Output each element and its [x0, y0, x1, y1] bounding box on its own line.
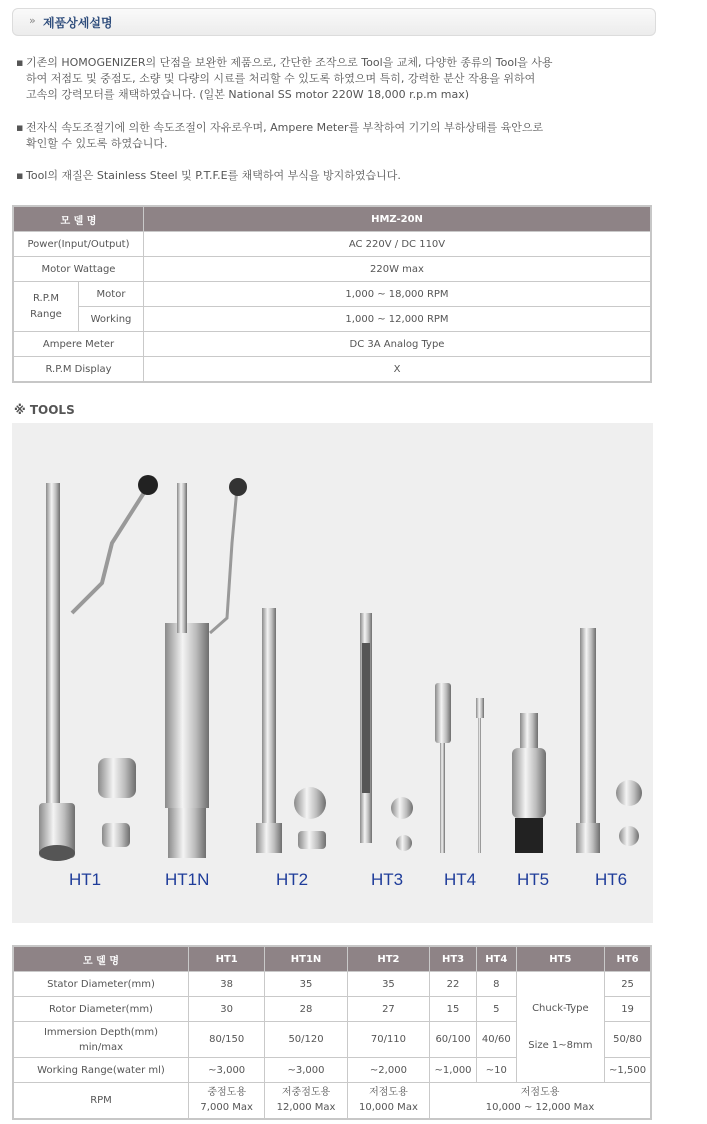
table-cell: 60/100 — [430, 1022, 477, 1058]
tools-section-title: ※ TOOLS — [14, 403, 75, 417]
ht5-chuck-type: Chuck-Type — [532, 1003, 589, 1014]
table-header-cell: HT2 — [347, 946, 429, 972]
table-row — [13, 332, 651, 357]
table-cell: 27 — [347, 997, 429, 1022]
row-label: Stator Diameter(mm) — [13, 972, 189, 997]
table-header-cell: HT6 — [605, 946, 651, 972]
table-cell: 35 — [347, 972, 429, 997]
tool-label: HT1N — [165, 870, 210, 889]
table-cell: ~10 — [476, 1058, 516, 1083]
description-item — [16, 55, 656, 103]
spec-table — [12, 205, 652, 383]
table-cell: ~1,500 — [605, 1058, 651, 1083]
table-cell: 5 — [476, 997, 516, 1022]
bullet-icon: ▪ — [16, 169, 24, 182]
row-label: Ampere Meter — [13, 332, 144, 357]
table-cell: 15 — [430, 997, 477, 1022]
ht5-spec-cell — [516, 972, 605, 1083]
table-header-cell: HT4 — [476, 946, 516, 972]
ht1-tool-icon — [39, 475, 158, 861]
table-cell: 70/110 — [347, 1022, 429, 1058]
table-cell: 8 — [476, 972, 516, 997]
ht5-tool-icon — [512, 713, 546, 853]
tool-label: HT2 — [276, 870, 309, 889]
description-text: Tool의 재질은 Stainless Steel 및 P.T.F.E를 채택하여 부식을 방지하였습니다. — [26, 169, 401, 182]
table-row — [13, 972, 651, 997]
table-row — [13, 257, 651, 282]
table-cell: ~3,000 — [265, 1058, 347, 1083]
tool-label: HT6 — [595, 870, 628, 889]
row-label: Power(Input/Output) — [13, 232, 144, 257]
row-label: RPM — [13, 1083, 189, 1119]
row-value: X — [144, 357, 652, 383]
table-cell: 저중점도용 12,000 Max — [265, 1083, 347, 1119]
bullet-icon: ▪ — [16, 56, 24, 69]
chevron-right-icon: » — [29, 14, 36, 27]
row-label: Immersion Depth(mm) min/max — [13, 1022, 189, 1058]
bullet-icon: ▪ — [16, 121, 24, 134]
tool-label: HT3 — [371, 870, 404, 889]
table-cell: ~1,000 — [430, 1058, 477, 1083]
table-cell: 25 — [605, 972, 651, 997]
table-row — [13, 282, 651, 307]
row-label: Working Range(water ml) — [13, 1058, 189, 1083]
row-group-label: R.P.M Range — [13, 282, 79, 332]
table-cell: 38 — [189, 972, 265, 997]
tool-label: HT5 — [517, 870, 550, 889]
row-value: 1,000 ~ 18,000 RPM — [144, 282, 652, 307]
table-cell: 중점도용 7,000 Max — [189, 1083, 265, 1119]
row-label: Working — [79, 307, 144, 332]
table-header-cell: HT3 — [430, 946, 477, 972]
table-cell: 저점도용 10,000 Max — [347, 1083, 429, 1119]
table-row — [13, 357, 651, 383]
table-cell: 40/60 — [476, 1022, 516, 1058]
description-item — [16, 120, 656, 152]
table-cell: 50/80 — [605, 1022, 651, 1058]
table-row — [13, 232, 651, 257]
ht5-size: Size 1~8mm — [528, 1040, 593, 1051]
row-label: R.P.M Display — [13, 357, 144, 383]
tool-label: HT4 — [444, 870, 477, 889]
table-row — [13, 307, 651, 332]
table-header-cell: HT1N — [265, 946, 347, 972]
row-label: Rotor Diameter(mm) — [13, 997, 189, 1022]
table-header-cell: 모 델 명 — [13, 206, 144, 232]
ht4-tool-icon — [435, 683, 484, 853]
ht2-tool-icon — [256, 608, 326, 853]
table-cell: 80/150 — [189, 1022, 265, 1058]
tools-table — [12, 945, 652, 1120]
table-header-cell: 모 델 명 — [13, 946, 189, 972]
table-cell: 50/120 — [265, 1022, 347, 1058]
table-cell: 19 — [605, 997, 651, 1022]
tool-label: HT1 — [69, 870, 102, 889]
table-cell: 22 — [430, 972, 477, 997]
table-cell: ~3,000 — [189, 1058, 265, 1083]
row-value: 1,000 ~ 12,000 RPM — [144, 307, 652, 332]
table-cell: ~2,000 — [347, 1058, 429, 1083]
table-header-cell: HT1 — [189, 946, 265, 972]
table-header-row — [13, 946, 651, 972]
table-row — [13, 1083, 651, 1119]
description-text: 전자식 속도조절기에 의한 속도조절이 자유로우며, Ampere Meter를 부착하여 기기의 부하상태를 육안으로 확인할 수 있도록 하였습니다. — [26, 121, 544, 150]
table-header-cell: HT5 — [516, 946, 605, 972]
row-value: 220W max — [144, 257, 652, 282]
table-cell: 35 — [265, 972, 347, 997]
row-label: Motor — [79, 282, 144, 307]
ht3-tool-icon — [360, 613, 413, 851]
row-value: DC 3A Analog Type — [144, 332, 652, 357]
ht6-tool-icon — [576, 628, 642, 853]
title-bar — [12, 8, 656, 36]
table-header-row — [13, 206, 651, 232]
row-label: Motor Wattage — [13, 257, 144, 282]
table-cell: 28 — [265, 997, 347, 1022]
table-cell: 30 — [189, 997, 265, 1022]
page-title: 제품상세설명 — [43, 16, 113, 30]
tools-photo — [12, 423, 653, 923]
row-value: AC 220V / DC 110V — [144, 232, 652, 257]
description-item — [16, 168, 656, 184]
ht1n-tool-icon — [165, 478, 247, 858]
tools-illustration — [12, 423, 653, 923]
description-text: 기존의 HOMOGENIZER의 단점을 보완한 제품으로, 간단한 조작으로 Tool을 교체, 다양한 종류의 Tool을 사용 하여 저점도 및 중점도, 소량 및 다량의 시료를 처리할 수 있도록 하였으며 특히, 강력한 분산 작용을 위하여 고속의 강력모터를 채택하였습니다. (일본 National SS motor 220W 18,000 r.p.m max) — [26, 56, 553, 101]
table-header-cell: HMZ-20N — [144, 206, 652, 232]
table-cell: 저점도용 10,000 ~ 12,000 Max — [430, 1083, 651, 1119]
